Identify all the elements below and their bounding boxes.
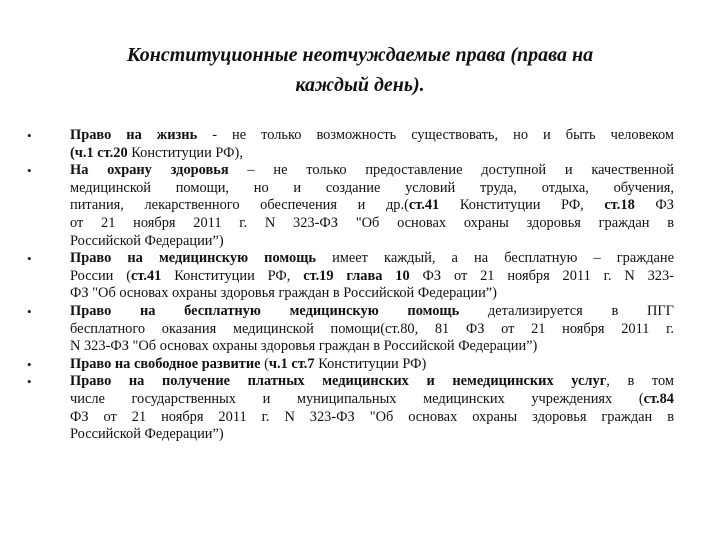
text: от 21 ноября 2011 г. N 323-ФЗ "Об основах охраны здоровья граждан в bbox=[70, 214, 674, 231]
text: ФЗ bbox=[634, 197, 675, 214]
text: – не только предоставление доступной и качественной bbox=[228, 162, 674, 179]
bullet-icon: • bbox=[27, 374, 32, 390]
bold-text: ст.19 глава 10 bbox=[303, 267, 410, 284]
text: России ( bbox=[70, 267, 132, 284]
bold-text: ст.84 bbox=[643, 390, 674, 407]
text: Конституции РФ) bbox=[314, 355, 427, 372]
text: Конституции РФ, bbox=[439, 197, 605, 214]
bold-text: ст.18 bbox=[604, 197, 635, 214]
text: медицинской помощи, но и создание условий труда, отдыха, обучения, bbox=[70, 179, 674, 196]
item-line bbox=[70, 426, 674, 444]
text: - не только возможность существовать, но и быть человеком bbox=[197, 127, 674, 143]
item-line bbox=[70, 233, 674, 251]
text: N 323-ФЗ "Об основах охраны здоровья граждан в Российской Федерации”) bbox=[70, 338, 538, 355]
item-line bbox=[70, 127, 674, 145]
text: питания, лекарственного обеспечения и др.( bbox=[70, 197, 409, 214]
item-line bbox=[70, 409, 674, 427]
title-line-1: Конституционные неотчуждаемые права (права на bbox=[126, 44, 594, 66]
item-line bbox=[70, 285, 674, 303]
text: Российской Федерации”) bbox=[70, 426, 224, 443]
bold-text: Право на получение платных медицинских и немедицинских услуг bbox=[70, 373, 607, 390]
item-line bbox=[70, 268, 674, 286]
bold-text: ч.1 ст.7 bbox=[268, 355, 315, 372]
text: ФЗ от 21 ноября 2011 г. N 323- bbox=[409, 267, 674, 284]
bullet-icon: • bbox=[27, 163, 32, 179]
list-item bbox=[27, 303, 674, 356]
list-item bbox=[27, 127, 674, 162]
text: ФЗ от 21 ноября 2011 г. N 323-ФЗ "Об основах охраны здоровья граждан в bbox=[70, 408, 674, 425]
rights-list bbox=[27, 127, 674, 444]
page-title bbox=[60, 40, 660, 100]
text: числе государственных и муниципальных медицинских учреждениях ( bbox=[70, 390, 644, 407]
item-line bbox=[70, 303, 674, 321]
text: Конституции РФ, bbox=[161, 267, 304, 284]
item-line bbox=[70, 373, 674, 391]
bullet-icon: • bbox=[27, 251, 32, 267]
text: Российской Федерации”) bbox=[70, 232, 224, 249]
bold-text: Право на жизнь bbox=[70, 127, 198, 143]
item-line bbox=[70, 145, 674, 163]
bold-text: Право на медицинскую помощь bbox=[70, 250, 316, 267]
title-line-2: каждый день). bbox=[295, 74, 425, 96]
list-item bbox=[27, 373, 674, 443]
item-line bbox=[70, 197, 674, 215]
bold-text: ст.41 bbox=[408, 197, 440, 214]
text: детализируется в ПГГ bbox=[459, 302, 674, 319]
text: бесплатного оказания медицинской помощи(ст.80, 81 ФЗ от 21 ноября 2011 г. bbox=[70, 320, 674, 337]
item-line bbox=[70, 215, 674, 233]
item-line bbox=[70, 180, 674, 198]
bold-text: ст.41 bbox=[131, 267, 162, 284]
list-item bbox=[27, 356, 674, 374]
item-line bbox=[70, 356, 674, 374]
text: ФЗ "Об основах охраны здоровья граждан в Российской Федерации”) bbox=[70, 285, 497, 302]
item-line bbox=[70, 162, 674, 180]
bold-text: На охрану здоровья bbox=[70, 162, 229, 179]
list-item bbox=[27, 162, 674, 250]
text: ( bbox=[260, 355, 269, 372]
text: , в том bbox=[606, 373, 674, 390]
list-item bbox=[27, 250, 674, 303]
bullet-icon: • bbox=[27, 303, 32, 319]
bold-text: Право на бесплатную медицинскую помощь bbox=[70, 302, 460, 319]
item-line bbox=[70, 338, 674, 356]
bold-text: Право на свободное развитие bbox=[70, 355, 261, 372]
bold-text: (ч.1 ст.20 bbox=[70, 144, 128, 161]
item-line bbox=[70, 321, 674, 339]
text: Конституции РФ), bbox=[127, 144, 243, 161]
text: имеет каждый, а на бесплатную – граждане bbox=[315, 250, 674, 267]
bullet-icon: • bbox=[27, 128, 32, 143]
item-line bbox=[70, 250, 674, 268]
item-line bbox=[70, 391, 674, 409]
bullet-icon: • bbox=[27, 356, 32, 372]
